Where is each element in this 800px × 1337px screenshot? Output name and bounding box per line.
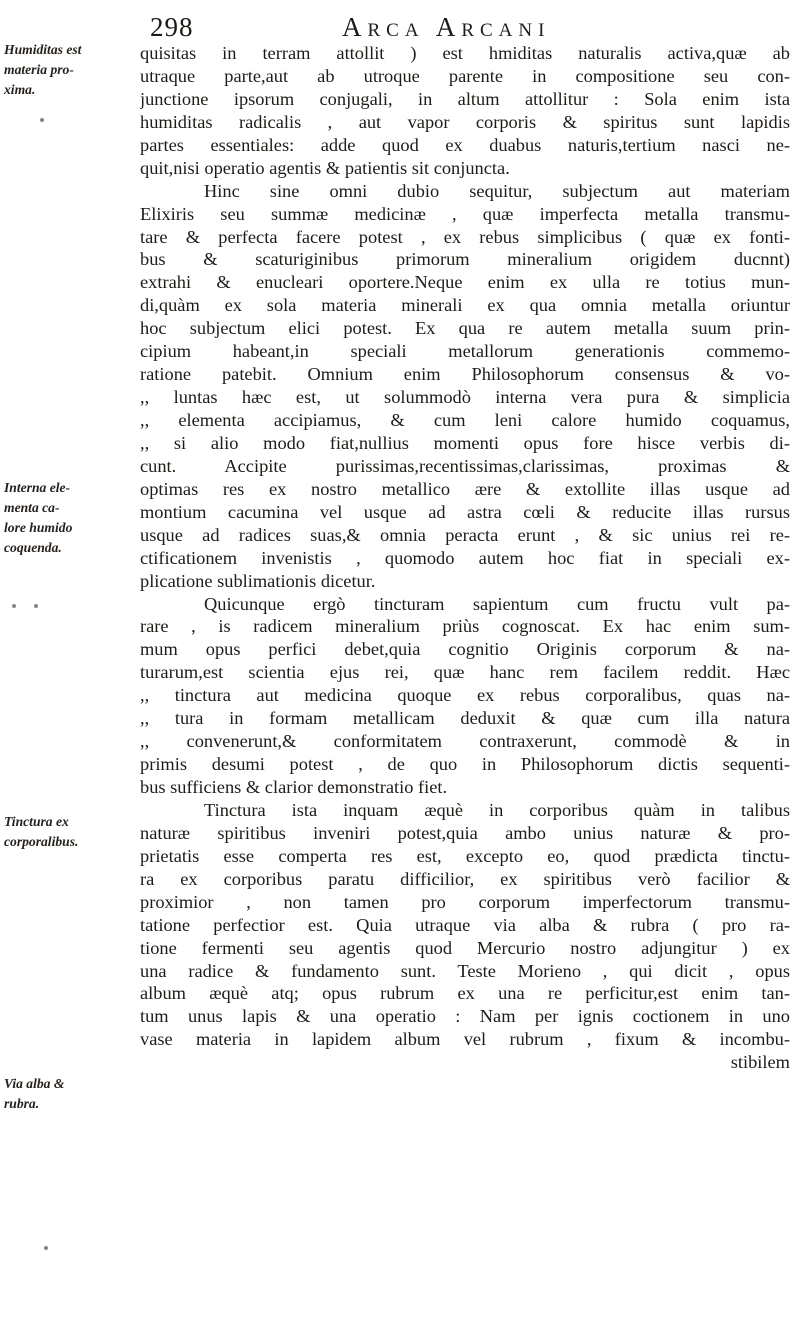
text-line: ,, tinctura aut medicina quoque ex rebus corporalibus, quas na- [140,685,790,706]
text-line: optimas res ex nostro metallico ære & extollite illas usque ad [140,478,790,499]
margin-note-line: Interna ele- [4,480,71,495]
margin-note-line: Tinctura ex [4,814,69,829]
text-line: Hinc sine omni dubio sequitur, subjectum aut materiam [204,180,790,201]
margin-note-line: xima. [4,82,36,97]
margin-note-line: coquenda. [4,540,62,555]
text-line: quisitas in terram attollit ) est hmiditas naturalis activa,quæ ab [140,43,790,63]
text-line: bus sufficiens & clarior demonstratio fiet. [140,777,448,797]
text-line: ratione patebit. Omnium enim Philosophorum consensus & vo- [140,364,790,385]
paper-speck [40,118,44,122]
text-line: hoc subjectum elici potest. Ex qua re autem metalla suum prin- [140,318,790,339]
margin-note-line: Via alba & [4,1076,65,1091]
running-title: Arca Arcani [342,12,551,42]
text-line: tare & perfecta facere potest , ex rebus simplicibus ( quæ ex fonti- [140,226,790,247]
margin-note-line: materia pro- [4,62,74,77]
paper-speck [34,604,38,608]
text-line: primis desumi potest , de quo in Philosophorum dictis sequenti- [140,754,790,775]
text-line: ,, luntas hæc est, ut solummodò interna vera pura & simplicia [140,387,790,408]
text-line: tatione perfectior est. Quia utraque via alba & rubra ( pro ra- [140,914,790,935]
margin-note-tinctura [4,812,136,852]
margin-note-line: lore humido [4,520,73,535]
text-line: mum opus perfici debet,quia cognitio Originis corporum & na- [140,639,790,660]
text-line: tum unus lapis & una operatio : Nam per ignis coctionem in uno [140,1006,790,1027]
text-line: proximior , non tamen pro corporum imperfectorum transmu- [140,891,790,912]
text-line: Tinctura ista inquam æquè in corporibus quàm in talibus [204,799,790,820]
text-line: plicatione sublimationis dicetur. [140,570,376,591]
text-line: extrahi & enucleari oportere.Neque enim ex ulla re totius mun- [140,272,790,293]
text-line: humiditas radicalis , aut vapor corporis & spiritus sunt lapidis [140,111,790,132]
text-line: partes essentiales: adde quod ex duabus naturis,tertium nasci ne- [140,134,790,155]
text-line: ctificationem invenistis , quomodo autem hoc fiat in speciali ex- [140,547,790,568]
text-line: quit,nisi operatio agentis & patientis sit conjuncta. [140,157,510,178]
text-line: usque ad radices suas,& omnia peracta erunt , & sic unius rei re- [140,524,790,545]
text-line: rare , is radicem mineralium priùs cognoscat. Ex hac enim sum- [140,616,790,637]
margin-note-via-alba [4,1074,136,1114]
text-line: cunt. Accipite purissimas,recentissimas,clarissimas, proximas & [140,455,790,476]
paper-speck [44,1246,48,1250]
margin-note-line: Humiditas est [4,42,82,57]
text-line: Quicunque ergò tincturam sapientum cum fructu vult pa- [204,593,790,614]
margin-note-line: rubra. [4,1096,40,1111]
margin-note-humiditas [4,40,136,100]
text-line: vase materia in lapidem album vel rubrum , fixum & incombu- [140,1029,790,1050]
text-line: ,, tura in formam metallicam deduxit & quæ cum illa natura [140,708,790,729]
text-line: utraque parte,aut ab utroque parente in compositione seu con- [140,65,790,86]
text-line: montium cacumina vel usque ad astra cœli & reducite illas rursus [140,501,790,522]
text-line: prietatis esse comperta res est, excepto eo, quod prædicta tinctu- [140,845,790,866]
text-line: ,, convenerunt,& conformitatem contraxerunt, commodè & in [140,731,790,752]
text-line: junctione ipsorum conjugali, in altum attollitur : Sola enim ista [140,88,790,109]
page-number: 298 [150,12,194,42]
text-line: ,, si alio modo fiat,nullius momenti opus fore hisce verbis di- [140,432,790,453]
text-line: turarum,est scientia ejus rei, quæ hanc rem facilem reddit. Hæc [140,662,790,683]
text-line: stibilem [730,1052,790,1073]
text-line: cipium habeant,in speciali metallorum generationis commemo- [140,341,790,362]
text-line: bus & scaturiginibus primorum mineralium origidem ducnnt) [140,249,790,270]
margin-note-line: menta ca- [4,500,60,515]
text-line: naturæ spiritibus inveniri potest,quia ambo unius naturæ & pro- [140,822,790,843]
page-header [148,8,788,44]
margin-note-line: corporalibus. [4,834,79,849]
text-line: Elixiris seu summæ medicinæ , quæ imperfecta metalla transmu- [140,203,790,224]
text-line: ,, elementa accipiamus, & cum leni calore humido coquamus, [140,410,790,430]
paper-speck [12,604,16,608]
text-line: tione fermenti seu agentis quod Mercurio nostro adjungitur ) ex [140,937,790,958]
text-line: di,quàm ex sola materia minerali ex qua omnia metalla oriuntur [140,295,790,316]
body-text [140,42,790,1074]
text-line: album æquè atq; opus rubrum ex una re perficitur,est enim tan- [140,983,790,1004]
text-line: ra ex corporibus paratu difficilior, ex spiritibus verò facilior & [140,868,790,889]
margin-note-interna-elementa [4,478,136,558]
text-line: una radice & fundamento sunt. Teste Morieno , qui dicit , opus [140,960,790,981]
